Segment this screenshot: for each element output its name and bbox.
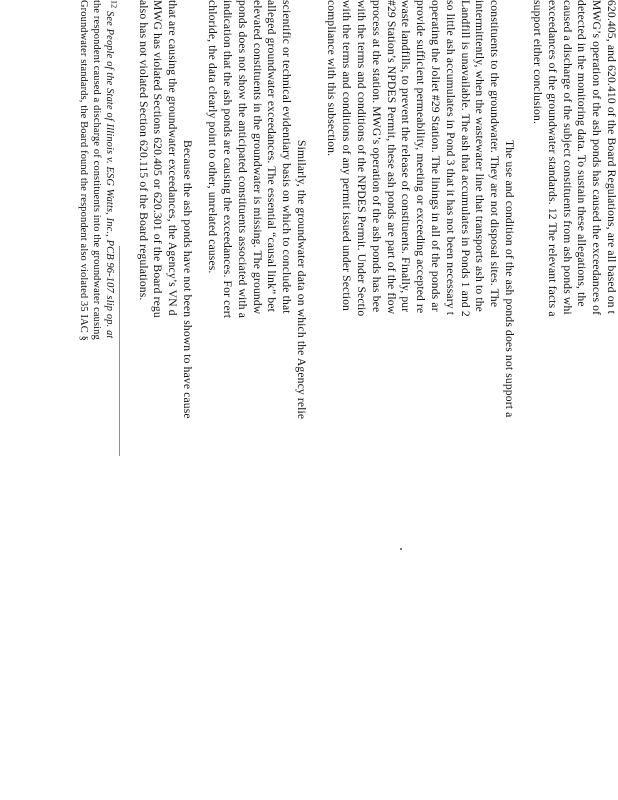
text-line: #29 Station’s NPDES Permit, these ash ponds are part of the flow [384,0,398,315]
rotated-text-block [72,0,618,800]
text-line: with the terms and conditions of the NPDES Permit. Under Sectio [355,0,369,317]
text-line: MWG’s operation of the ash ponds has caused the exceedances of [590,0,604,316]
text-line: that are causing the groundwater exceedances, the Agency’s VN d [166,0,180,316]
text-line: Similarly, the groundwater data on which the Agency relie [295,140,308,420]
text-line: Because the ash ponds have not been shown to have cause [181,140,194,419]
text-line: indication that the ash ponds are causing the exceedances. For cert [221,0,235,319]
footnote-marker: 12 [109,0,119,9]
text-line: ponds does not show the anticipated constituents associated with a [235,0,249,319]
paragraph-ash-use [324,0,516,800]
text-line: waste landfills, to prevent the release of constituents. Finally, pur [399,0,413,313]
text-line: compliance with this subsection. [325,0,339,157]
text-line: with the terms and conditions of any permit issued under Section [340,0,354,311]
paragraph-top [529,0,618,800]
text-line: chloride, the data clearly point to other, unrelated causes. [206,0,220,274]
scan-speck [400,548,402,550]
paragraph-because [135,0,194,800]
footnote-line: Groundwater standards, the Board found the respondent also violated 35 IAC § [78,0,89,341]
text-line: MWG has violated Sections 620.405 or 620.301 of the Board regu [151,0,165,318]
paragraph-similarly [204,0,308,800]
footnote [77,0,119,800]
text-line: The use and condition of the ash ponds does not support a [503,140,516,418]
footnote-text: See People of the State of Illinois v. ESG Watts, Inc., PCB 96-107 slip op. at [104,11,115,339]
text-line: scientific or technical evidentiary basis on which to conclude that [280,0,294,314]
text-line: constituents to the groundwater. They are not disposal sites. The [488,0,502,308]
text-line: operating the Joliet #29 Station. The linings in all of the ponds ar [429,0,443,312]
text-line: also has not violated Section 620.115 of the Board regulations. [136,0,150,301]
text-line: 620.405, and 620.410 of the Board Regulations, are all based on t [605,0,618,315]
text-line: support either conclusion. [531,0,545,124]
text-line: so little ash accumulates in Pond 3 that it has not been necessary t [443,0,457,316]
footnote-line: the respondent caused a discharge of constituents into the groundwater causing [91,0,102,340]
text-line: intermittently, when the wastewater line that transports ash to the [473,0,487,312]
footnote-line [103,0,119,800]
footnote-divider [119,246,120,456]
text-line: Landfill is unavailable. The ash that accumulates in Ponds 1 and 2 [458,0,472,317]
text-line: process at the station. MWG’s operation of the ash ponds has bee [369,0,383,313]
text-line: alleged groundwater exceedances. The essential “causal link” bet [265,0,279,312]
text-line: provide sufficient permeability, meeting or exceeding accepted re [414,0,428,314]
text-line: exceedances of the groundwater standards. 12 The relevant facts a [545,0,559,317]
text-line: caused a discharge of the subject constituents from ash ponds whi [560,0,574,315]
text-line: detected in the monitoring data. To sustain these allegations, the [575,0,589,307]
text-line: elevated constituents in the groundwater is missing. The groundw [250,0,264,315]
